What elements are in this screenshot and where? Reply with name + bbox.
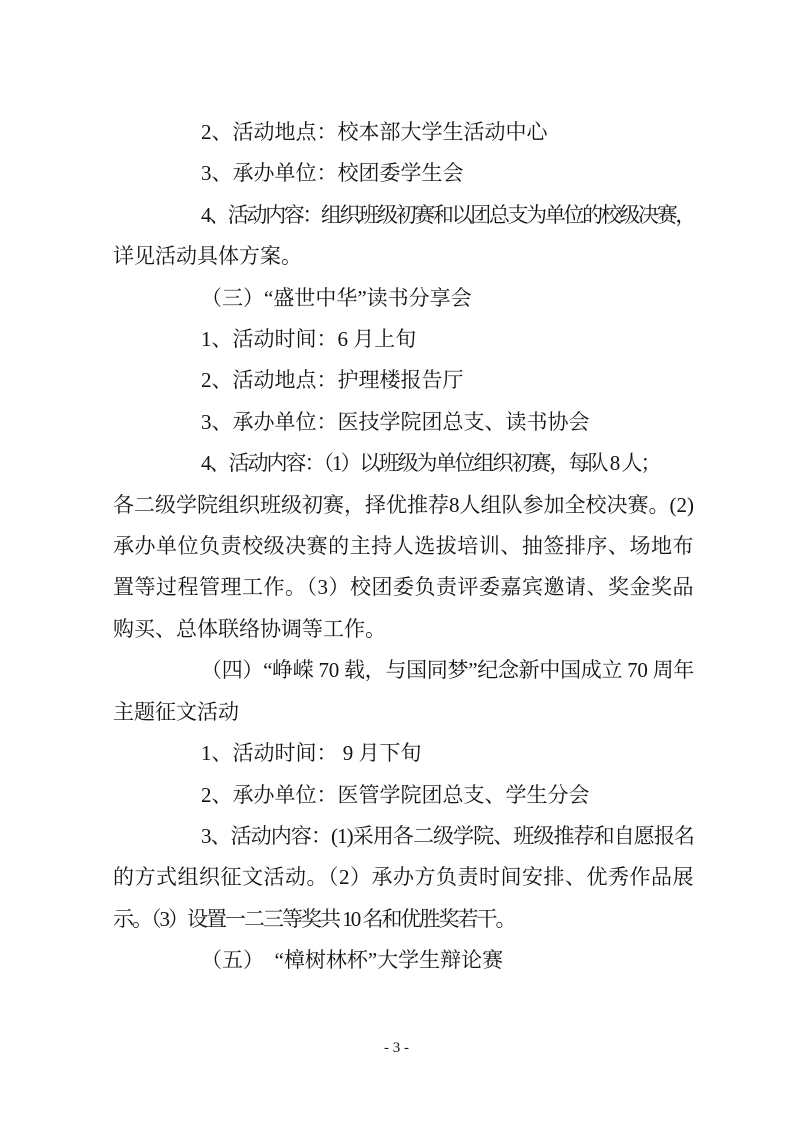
doc-line-text: 购买、总体联络协调等工作。 bbox=[113, 616, 386, 641]
doc-line bbox=[113, 402, 694, 443]
doc-section-heading bbox=[113, 278, 694, 319]
doc-line-text: （五） “樟树林杯”大学生辩论赛 bbox=[201, 948, 504, 973]
doc-line-text: 承办单位负责校级决赛的主持人选拔培训、抽签排序、场地布 bbox=[113, 534, 694, 559]
doc-line-text: 4、活动内容：组织班级初赛和以团总支为单位的校级决赛， bbox=[201, 202, 694, 227]
page-footer bbox=[0, 1038, 793, 1058]
doc-line-text: 详见活动具体方案。 bbox=[113, 244, 302, 269]
doc-line bbox=[113, 899, 694, 940]
doc-line bbox=[113, 609, 694, 650]
doc-line-text: 2、承办单位：医管学院团总支、学生分会 bbox=[201, 782, 590, 807]
doc-line-text: 2、活动地点：校本部大学生活动中心 bbox=[201, 120, 548, 144]
doc-line-text: 4、活动内容：（1）以班级为单位组织初赛，每队 8 人； bbox=[201, 451, 660, 476]
doc-line bbox=[113, 236, 694, 277]
doc-line bbox=[113, 360, 694, 401]
doc-line-text: 1、活动时间： 9 月下旬 bbox=[201, 741, 422, 766]
doc-line bbox=[113, 775, 694, 816]
doc-line bbox=[113, 112, 694, 153]
doc-line bbox=[113, 526, 694, 567]
doc-line-text: 3、承办单位：校团委学生会 bbox=[201, 161, 464, 186]
doc-line-text: （三）“盛世中华”读书分享会 bbox=[201, 285, 472, 310]
doc-line-text: 2、活动地点：护理楼报告厅 bbox=[201, 368, 464, 393]
doc-section-heading bbox=[113, 940, 694, 981]
doc-line-text: 置等过程管理工作。（3）校团委负责评委嘉宾邀请、奖金奖品 bbox=[113, 575, 694, 600]
doc-line bbox=[113, 485, 694, 526]
doc-line bbox=[113, 153, 694, 194]
doc-line bbox=[113, 195, 694, 236]
doc-section-heading bbox=[113, 650, 694, 691]
page-number: - 3 - bbox=[384, 1040, 409, 1056]
document-body bbox=[113, 112, 694, 982]
doc-line bbox=[113, 443, 694, 484]
doc-line-text: （四）“峥嵘 70 载，与国同梦”纪念新中国成立 70 周年 bbox=[201, 658, 694, 683]
doc-line bbox=[113, 857, 694, 898]
doc-line-text: 主题征文活动 bbox=[113, 699, 239, 724]
doc-line-text: 1、活动时间：6 月上旬 bbox=[201, 327, 417, 352]
doc-line bbox=[113, 692, 694, 733]
doc-line-text: 3、活动内容：(1)采用各二级学院、班级推荐和自愿报名 bbox=[201, 823, 695, 848]
doc-line bbox=[113, 816, 694, 857]
doc-line-text: 的方式组织征文活动。（2）承办方负责时间安排、优秀作品展 bbox=[113, 865, 694, 890]
doc-line-text: 示。（3）设置一二三等奖共 10 名和优胜奖若干。 bbox=[113, 906, 515, 931]
doc-line-text: 各二级学院组织班级初赛，择优推荐8人组队参加全校决赛。(2) bbox=[113, 492, 694, 517]
doc-line bbox=[113, 567, 694, 608]
doc-line bbox=[113, 733, 694, 774]
doc-line-text: 3、承办单位：医技学院团总支、读书协会 bbox=[201, 409, 590, 434]
doc-line bbox=[113, 319, 694, 360]
